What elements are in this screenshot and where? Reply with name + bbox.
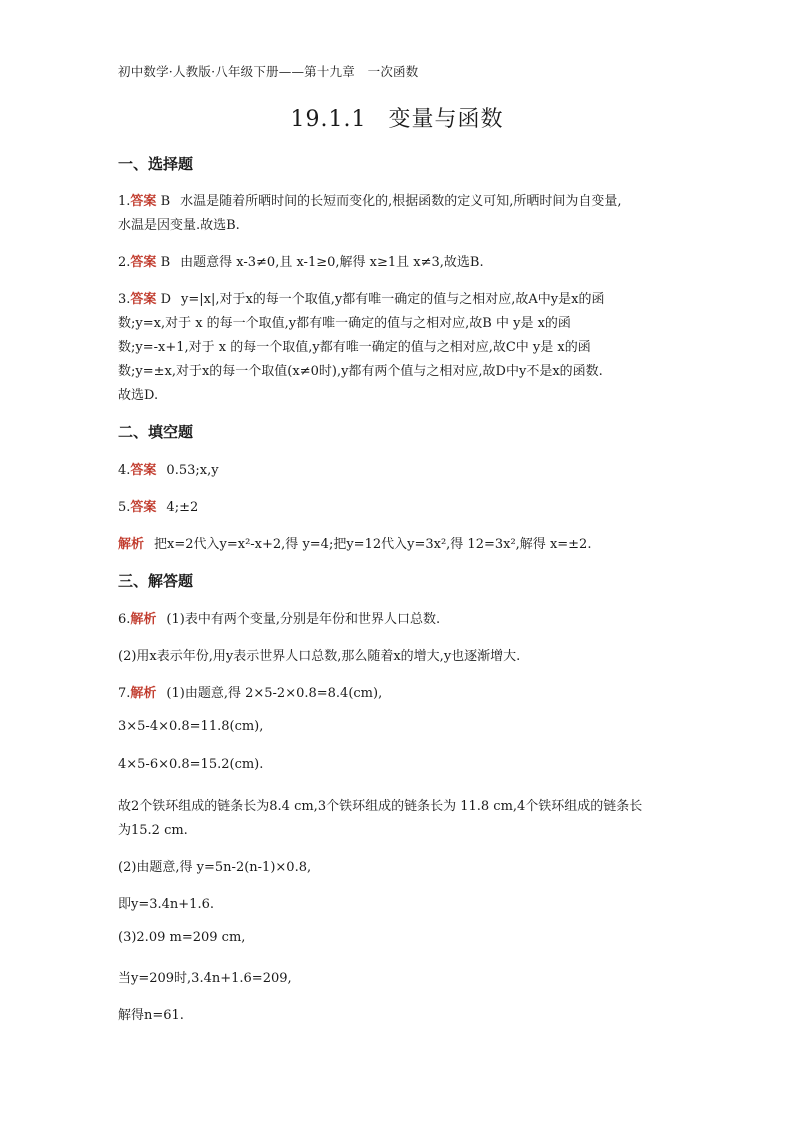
running-header: 初中数学·人教版·八年级下册——第十九章 一次函数 (118, 64, 419, 79)
q1-line-2: 水温是因变量.故选B. (118, 218, 240, 233)
q1-answer-label: 答案 (130, 194, 157, 209)
q5-number: 5. (118, 500, 131, 515)
q3-line-3: 数;y=-x+1,对于 x 的每一个取值,y都有唯一确定的值与之相对应,故C中 y是 x的函 (118, 340, 591, 355)
q7-line-4: 故2个铁环组成的链条长为8.4 cm,3个铁环组成的链条长为 11.8 cm,4个铁环组成的链条长 (118, 799, 643, 814)
q7-line-7: 即y=3.4n+1.6. (118, 897, 214, 912)
q7-line-3: 4×5-6×0.8=15.2(cm). (118, 757, 264, 772)
section-heading-choice: 一、选择题 (118, 155, 194, 173)
q7-line-8: (3)2.09 m=209 cm, (118, 930, 246, 945)
q2-answer-label: 答案 (130, 255, 157, 270)
q7-line-5: 为15.2 cm. (118, 823, 188, 838)
q3-choice: D (160, 292, 171, 307)
q4-number: 4. (118, 463, 131, 478)
q5-line (118, 496, 198, 515)
q3-text-1: y=|x|,对于x的每一个取值,y都有唯一确定的值与之相对应,故A中y是x的函 (181, 292, 605, 307)
q6-line-1 (118, 608, 440, 627)
q7-line-1 (118, 682, 382, 701)
q3-line-5: 故选D. (118, 388, 159, 403)
q5-answer-label: 答案 (130, 500, 157, 515)
q2-number: 2. (118, 255, 131, 270)
q1-number: 1. (118, 194, 131, 209)
q5-text: 4;±2 (166, 500, 199, 515)
q2-choice: B (160, 255, 171, 270)
q2-text: 由题意得 x-3≠0,且 x-1≥0,解得 x≥1且 x≠3,故选B. (180, 255, 484, 270)
q6-number: 6. (118, 612, 131, 627)
q7-number: 7. (118, 686, 131, 701)
q4-text: 0.53;x,y (166, 463, 219, 478)
section-heading-solve: 三、解答题 (118, 572, 194, 590)
section-heading-fill: 二、填空题 (118, 423, 194, 441)
q4-answer-label: 答案 (130, 463, 157, 478)
q7-text-1: (1)由题意,得 2×5-2×0.8=8.4(cm), (166, 686, 383, 701)
q5-analysis-text: 把x=2代入y=x²-x+2,得 y=4;把y=12代入y=3x²,得 12=3x²,解得 x=±2. (154, 537, 592, 552)
title-text: 变量与函数 (388, 107, 504, 132)
q6-part-1: (1)表中有两个变量,分别是年份和世界人口总数. (166, 612, 441, 627)
q3-number: 3. (118, 292, 131, 307)
title-number: 19.1.1 (290, 107, 367, 132)
q6-analysis-label: 解析 (130, 612, 157, 627)
q5-analysis-line (118, 533, 591, 552)
q3-line-1 (118, 288, 604, 307)
q3-line-4: 数;y=±x,对于x的每一个取值(x≠0时),y都有两个值与之相对应,故D中y不是x的函数. (118, 364, 603, 379)
q4-line (118, 459, 219, 478)
q1-text-1: 水温是随着所晒时间的长短而变化的,根据函数的定义可知,所晒时间为自变量, (180, 194, 622, 209)
q7-line-9: 当y=209时,3.4n+1.6=209, (118, 971, 292, 986)
q6-part-2: (2)用x表示年份,用y表示世界人口总数,那么随着x的增大,y也逐渐增大. (118, 649, 521, 664)
q1-line-1 (118, 190, 622, 209)
page-title (0, 102, 794, 133)
q7-line-10: 解得n=61. (118, 1008, 184, 1023)
q7-line-6: (2)由题意,得 y=5n-2(n-1)×0.8, (118, 860, 312, 875)
q5-analysis-label: 解析 (118, 537, 145, 552)
q2-line (118, 251, 484, 270)
q3-answer-label: 答案 (130, 292, 157, 307)
q1-choice: B (160, 194, 171, 209)
q3-line-2: 数;y=x,对于 x 的每一个取值,y都有唯一确定的值与之相对应,故B 中 y是 x的函 (118, 316, 571, 331)
q7-analysis-label: 解析 (130, 686, 157, 701)
q7-line-2: 3×5-4×0.8=11.8(cm), (118, 719, 264, 734)
